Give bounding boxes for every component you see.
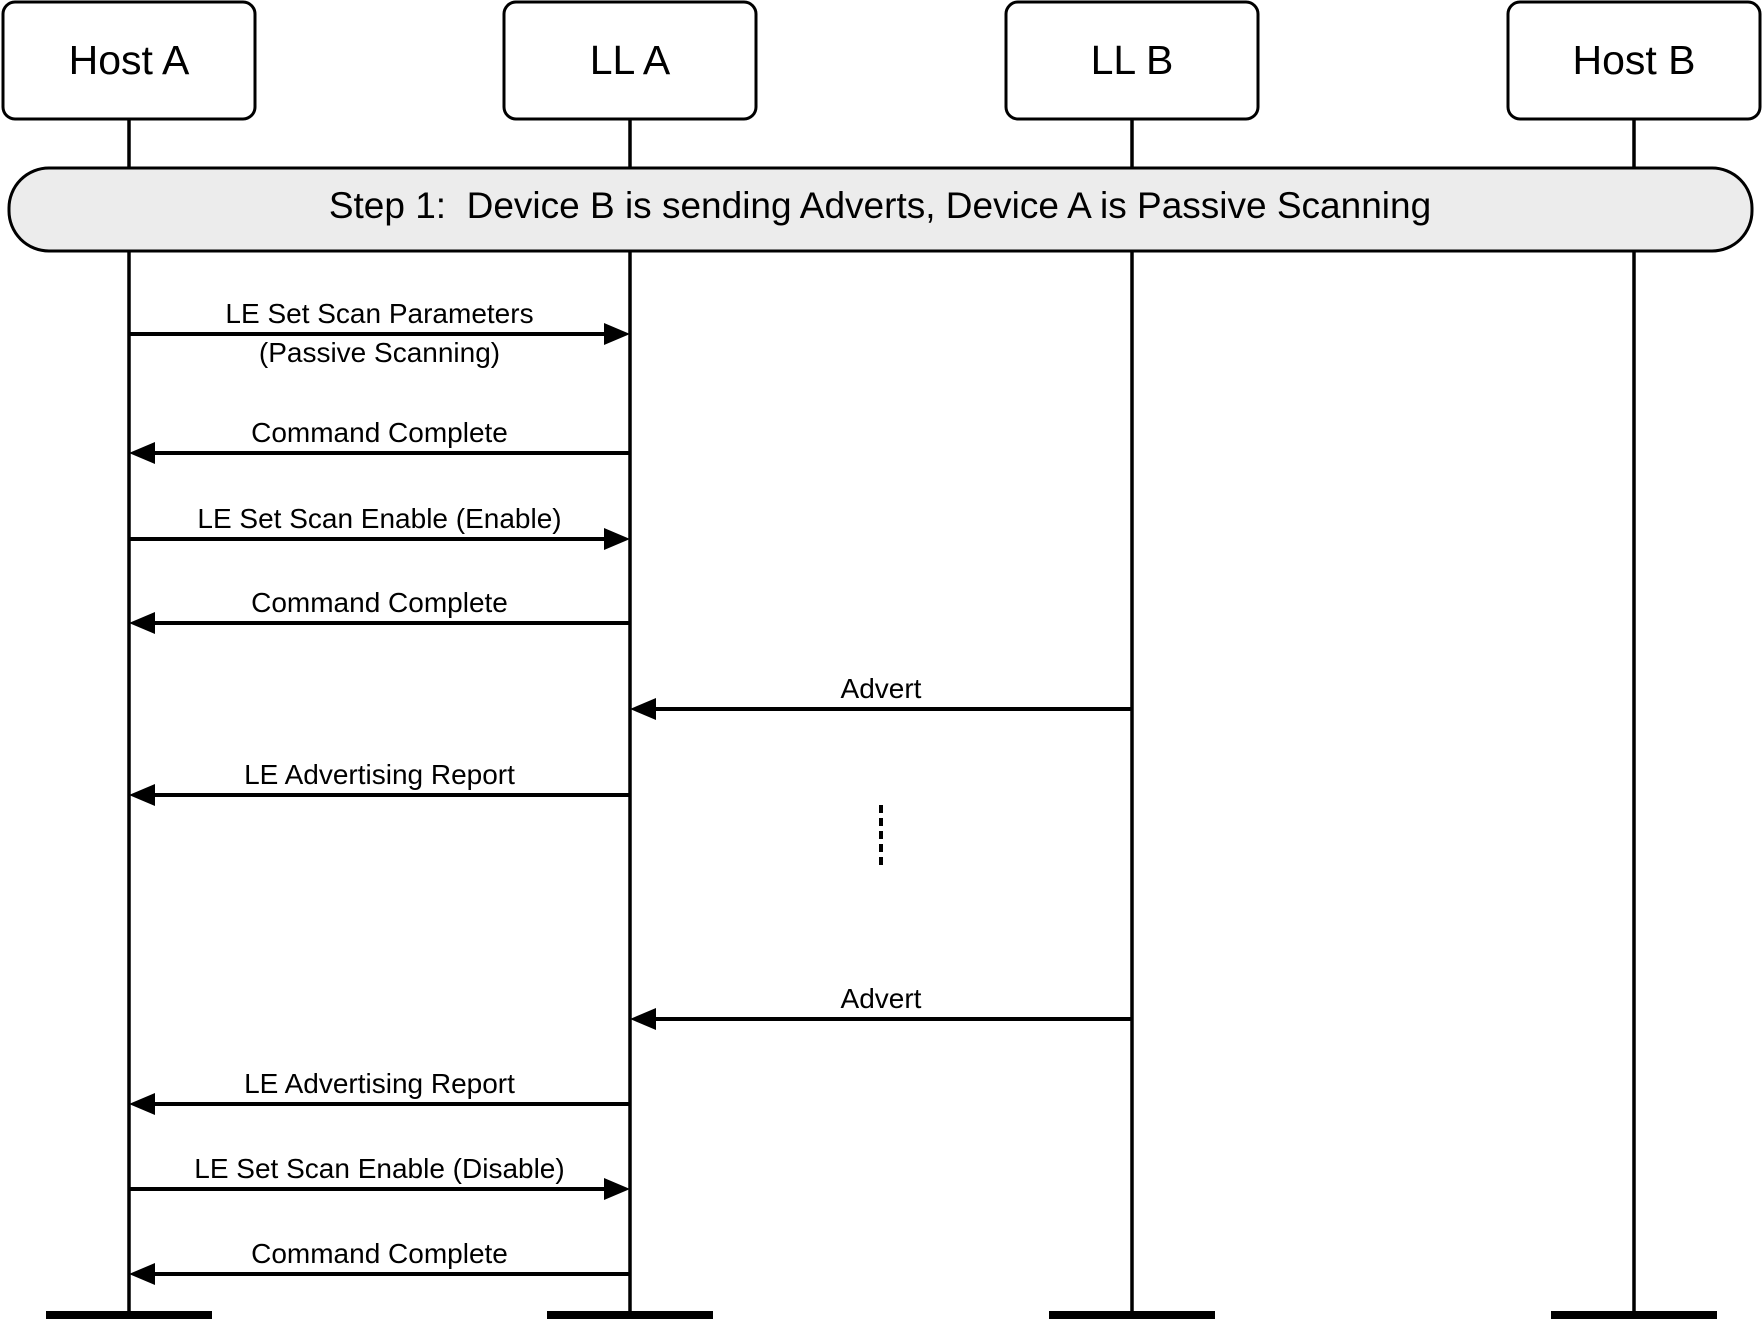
- participant-label: LL B: [1090, 37, 1174, 83]
- message-label: Advert: [840, 983, 922, 1014]
- message-label: Command Complete: [251, 1238, 508, 1269]
- message-label: Command Complete: [251, 587, 508, 618]
- participant-ll-b: [1006, 2, 1258, 119]
- message-label: Command Complete: [251, 417, 508, 448]
- message-label-secondary: (Passive Scanning): [258, 337, 501, 368]
- message-label: LE Advertising Report: [244, 1068, 515, 1099]
- arrowhead-icon: [129, 1263, 155, 1285]
- message-label: Advert: [840, 673, 922, 704]
- message-label: LE Advertising Report: [244, 759, 515, 790]
- arrowhead-icon: [129, 1093, 155, 1115]
- message-arrow: [129, 417, 630, 464]
- arrowhead-icon: [129, 784, 155, 806]
- participant-label: Host B: [1572, 37, 1696, 83]
- arrowhead-icon: [604, 1178, 630, 1200]
- message-arrow: [129, 298, 630, 368]
- message-arrow: [129, 587, 630, 634]
- message-arrow: [129, 1068, 630, 1115]
- arrowhead-icon: [129, 612, 155, 634]
- message-label: LE Set Scan Enable (Enable): [197, 503, 562, 534]
- message-arrow: [630, 673, 1132, 720]
- participant-ll-a: [504, 2, 756, 119]
- participant-host-b: [1508, 2, 1760, 119]
- arrowhead-icon: [604, 528, 630, 550]
- message-arrow: [129, 759, 630, 806]
- message-arrow: [630, 983, 1132, 1030]
- arrowhead-icon: [630, 698, 656, 720]
- message-arrow: [129, 1153, 630, 1200]
- arrowhead-icon: [129, 442, 155, 464]
- step-label: Step 1: Device B is sending Adverts, Device A is Passive Scanning: [328, 185, 1432, 226]
- message-label: LE Set Scan Parameters: [225, 298, 534, 329]
- arrowhead-icon: [604, 323, 630, 345]
- message-label: LE Set Scan Enable (Disable): [194, 1153, 565, 1184]
- arrowhead-icon: [630, 1008, 656, 1030]
- participant-label: Host A: [68, 37, 190, 83]
- message-arrow: [129, 503, 630, 550]
- participant-label: LL A: [589, 37, 671, 83]
- participant-host-a: [3, 2, 255, 119]
- message-arrow: [129, 1238, 630, 1285]
